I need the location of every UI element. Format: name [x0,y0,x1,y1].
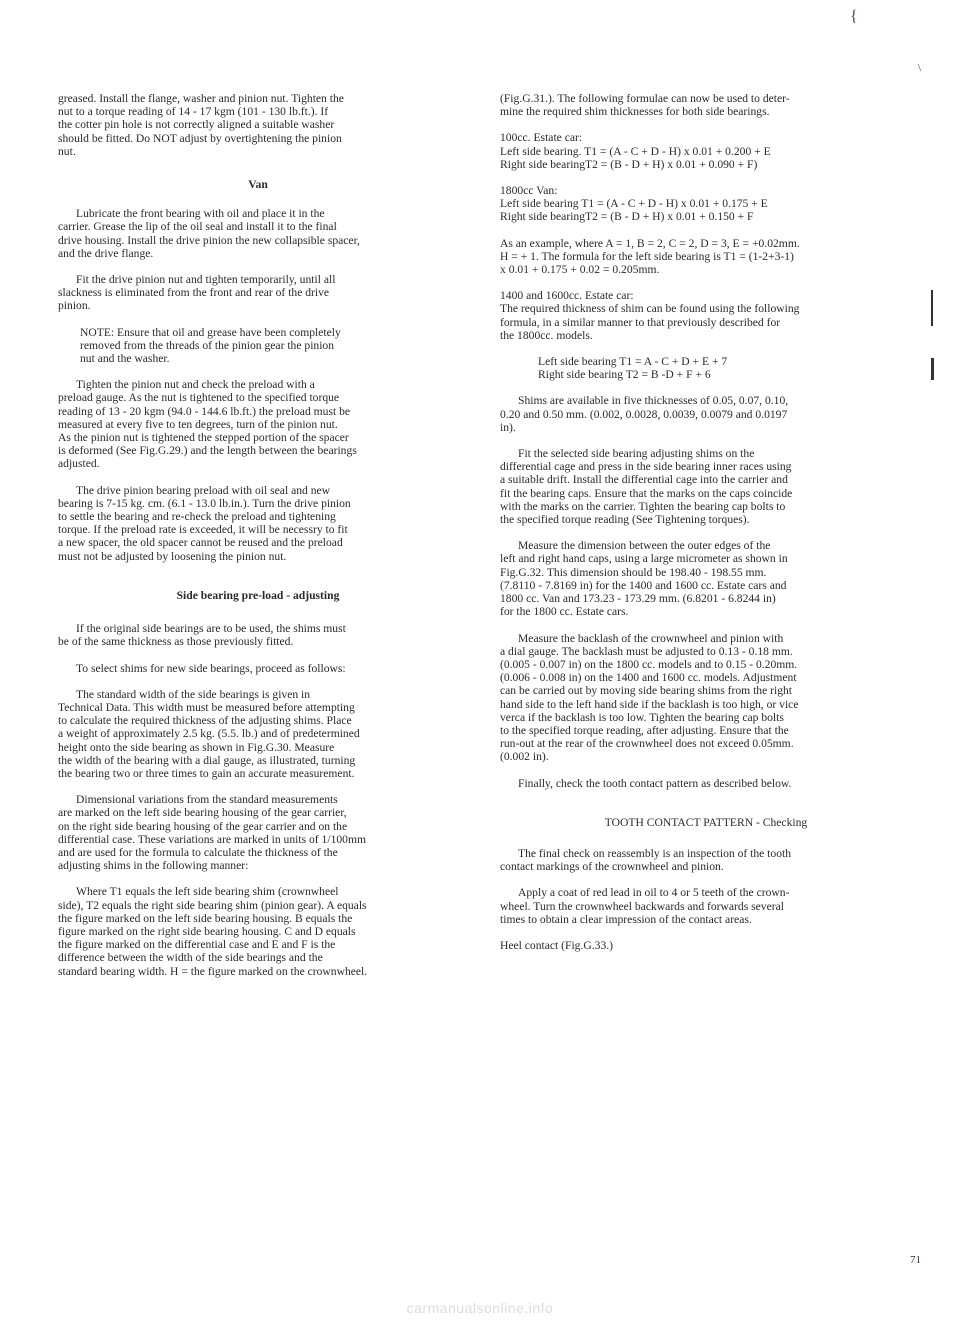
paragraph: The final check on reassembly is an inspection of the tooth contact markings of the crownwheel and pinion. [500,846,792,874]
note: NOTE: Ensure that oil and grease have been completely removed from the threads of the pinion gear the pinion nut and the washer. [80,325,341,366]
paragraph: (Fig.G.31.). The following formulae can now be used to deter- mine the required shim thicknesses for both side bearings. [500,92,790,119]
formula-block: 1800cc Van: Left side bearing T1 = (A - C + D - H) x 0.01 + 0.175 + E Right side bearingT2 = (B - D + H) x 0.01 + 0.150 + F [500,184,768,224]
paragraph: Shims are available in five thicknesses of 0.05, 0.07, 0.10, 0.20 and 0.50 mm. (0.002, 0.0028, 0.0039, 0.0079 and 0.0197 in). [500,394,789,434]
left-column [58,92,458,991]
paragraph: 1400 and 1600cc. Estate car: The required thickness of shim can be found using the following formula, in a similar manner to that previously described for the 1800cc. models. [500,289,800,342]
paragraph: Dimensional variations from the standard measurements are marked on the left side bearing housing of the gear carrier, on the right side bearing housing of the gear carrier and on the differential case. These variations are marked in units of 1/100mm and are used for the formula to calculate the thickness of the adjusting shims in the following manner: [58,793,366,873]
paragraph: If the original side bearings are to be used, the shims must be of the same thickness as those previously fitted. [58,622,346,649]
scan-mark: \ [918,62,922,74]
paragraph: Measure the backlash of the crownwheel and pinion with a dial gauge. The backlash must be adjusted to 0.13 - 0.18 mm. (0.005 - 0.007 in) on the 1800 cc. models and to 0.15 - 0.20mm. (0.006 - 0.008 in) on the 1400 and 1600 cc. models. Adjustment can be carried out by moving side bearing shims from the right hand side to the left hand side if the backlash is too high, or vice verca if the backlash is too low. Tighten the bearing cap bolts to the specified torque reading, after adjusting. Ensure that the run-out at the rear of the crownwheel does not exceed 0.05mm. (0.002 in). [500,631,799,764]
formula-block: Left side bearing T1 = A - C + D + E + 7 Right side bearing T2 = B -D + F + 6 [538,355,728,382]
paragraph: greased. Install the flange, washer and pinion nut. Tighten the nut to a torque reading of 14 - 17 kgm (101 - 130 lb.ft.). If the cotter pin hole is not correctly aligned a suitable washer should be fitted. Do NOT adjust by overtightening the pinion nut. [58,92,344,158]
watermark: carmanualsonline.info [406,1300,554,1316]
paragraph: To select shims for new side bearings, proceed as follows: [76,661,346,675]
paragraph: The drive pinion bearing preload with oil seal and new bearing is 7-15 kg. cm. (6.1 - 13.0 lb.in.). Turn the drive pinion to settle the bearing and re-check the preload and tightening torque. If the preload rate is exceeded, it will be necessry to fit a new spacer, the old spacer cannot be reused and the preload must not be adjusted by loosening the pinion nut. [58,483,351,563]
section-heading-van: Van [248,178,268,192]
paragraph: The standard width of the side bearings is given in Technical Data. This width must be measured before attempting to calculate the required thickness of the adjusting shims. Place a weight of approximately 2.5 kg. (5.5. lb.) and of predetermined height onto the side bearing as shown in Fig.G.30. Measure the width of the bearing with a dial gauge, as illustrated, turning the bearing two or three times to gain an accurate measurement. [58,687,360,780]
section-heading-side-bearing: Side bearing pre-load - adjusting [176,588,340,602]
scan-mark: { [850,8,858,25]
paragraph: Finally, check the tooth contact pattern as described below. [518,776,792,790]
paragraph: Fit the selected side bearing adjusting shims on the differential cage and press in the side bearing inner races using a suitable drift. Install the differential cage into the carrier and fit the bearing caps. Ensure that the marks on the caps coincide with the marks on the carrier. Tighten the bearing cap bolts to the specified torque reading (See Tightening torques). [500,447,793,527]
scan-mark [931,358,934,380]
right-column [500,92,912,965]
paragraph: Heel contact (Fig.G.33.) [500,938,614,952]
paragraph: Fit the drive pinion nut and tighten temporarily, until all slackness is eliminated from the front and rear of the drive pinion. [58,273,336,313]
paragraph: Measure the dimension between the outer edges of the left and right hand caps, using a large micrometer as shown in Fig.G.32. This dimension should be 198.40 - 198.55 mm. (7.8110 - 7.8169 in) for the 1400 and 1600 cc. Estate cars and 1800 cc. Van and 173.23 - 173.29 mm. (6.8201 - 6.8244 in) for the 1800 cc. Estate cars. [500,539,788,619]
paragraph: Tighten the pinion nut and check the preload with a preload gauge. As the nut is tightened to the specified torque reading of 13 - 20 kgm (94.0 - 144.6 lb.ft.) the preload must be measured at every five to ten degrees, turn of the pinion nut. As the pinion nut is tightened the stepped portion of the spacer is deformed (See Fig.G.29.) and the length between the bearings adjusted. [58,378,357,471]
paragraph: Where T1 equals the left side bearing shim (crownwheel side), T2 equals the right side bearing shim (pinion gear). A equals the figure marked on the left side bearing housing. B equals the figure marked on the right side bearing housing. C and D equals the figure marked on the differential case and E and F is the difference between the width of the side bearings and the standard bearing width. H = the figure marked on the crownwheel. [58,885,368,978]
paragraph: Lubricate the front bearing with oil and place it in the carrier. Grease the lip of the oil seal and install it to the final drive housing. Install the drive pinion the new collapsible spacer, and the drive flange. [58,207,360,260]
paragraph: Apply a coat of red lead in oil to 4 or 5 teeth of the crown- wheel. Turn the crownwheel backwards and forwards several times to obtain a clear impression of the contact areas. [500,886,790,926]
section-heading-tooth-contact: TOOTH CONTACT PATTERN - Checking [604,815,808,829]
page-number: 71 [910,1254,921,1266]
paragraph: As an example, where A = 1, B = 2, C = 2, D = 3, E = +0.02mm. H = + 1. The formula for the left side bearing is T1 = (1-2+3-1) x 0.01 + 0.175 + 0.02 = 0.205mm. [500,236,800,277]
formula-block: 100cc. Estate car: Left side bearing. T1 = (A - C + D - H) x 0.01 + 0.200 + E Right side bearingT2 = (B - D + H) x 0.01 + 0.090 + F) [500,131,771,171]
scan-mark [931,290,933,326]
